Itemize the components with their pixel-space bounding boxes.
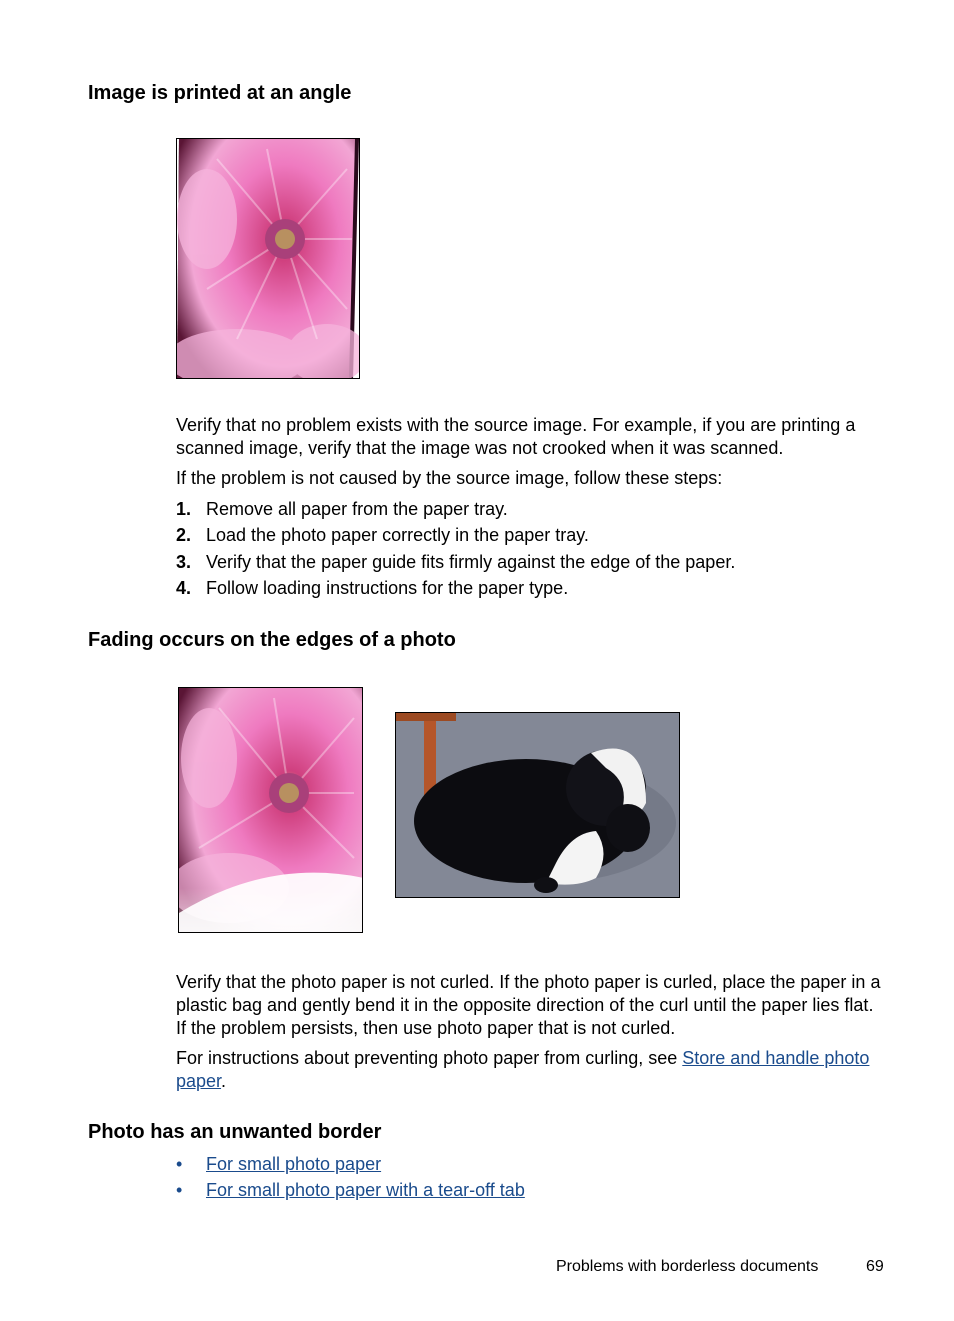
paragraph-paper-curled: Verify that the photo paper is not curled. If the photo paper is curled, place the paper in a plastic bag and gently bend it in the opposite direction of the curl until the paper lies flat. If the problem persists, then use photo paper that is not curled. [176,972,881,1038]
pink-flower-faded-photo-icon [179,688,363,933]
step-text: Verify that the paper guide fits firmly against the edge of the paper. [206,552,736,572]
faded-flower-photo [178,687,363,933]
step-item-2 [176,524,876,547]
bullet-item-tear-off-tab [176,1179,876,1202]
step-text: Follow loading instructions for the paper type. [206,578,569,598]
paragraph-curling-instructions [176,1047,888,1093]
small-photo-paper-link[interactable]: For small photo paper [206,1154,382,1174]
step-item-3 [176,551,876,574]
small-photo-paper-tear-off-tab-link[interactable]: For small photo paper with a tear-off tab [206,1180,525,1200]
bullet-item-small-photo-paper [176,1153,876,1176]
step-item-1 [176,498,876,521]
step-text: Remove all paper from the paper tray. [206,499,508,519]
step-number: 4. [176,578,192,598]
step-number: 1. [176,499,192,519]
bullet-icon: • [176,1154,183,1174]
heading-fading-edges: Fading occurs on the edges of a photo [88,629,456,651]
step-number: 2. [176,525,192,545]
heading-unwanted-border: Photo has an unwanted border [88,1121,382,1143]
paragraph-follow-steps: If the problem is not caused by the source image, follow these steps: [176,468,723,488]
step-text: Load the photo paper correctly in the paper tray. [206,525,589,545]
curling-text-prefix: For instructions about preventing photo paper from curling, see [176,1048,683,1068]
sleeping-dog-photo-icon [396,713,680,898]
store-handle-photo-paper-link[interactable]: Store and handle photo paper [176,1048,870,1091]
dog-photo [395,712,680,898]
step-item-4 [176,577,876,600]
heading-image-angle: Image is printed at an angle [88,82,352,104]
bullet-icon: • [176,1180,183,1200]
curling-text-suffix: . [221,1071,227,1091]
pink-flower-photo-icon [177,139,360,379]
step-number: 3. [176,552,192,572]
paragraph-source-image: Verify that no problem exists with the source image. For example, if you are printing a scanned image, verify that the image was not crooked when it was scanned. [176,415,856,458]
footer-page-number: 69 [866,1258,884,1275]
footer-section-title: Problems with borderless documents [556,1258,819,1275]
angled-flower-photo [176,138,360,379]
